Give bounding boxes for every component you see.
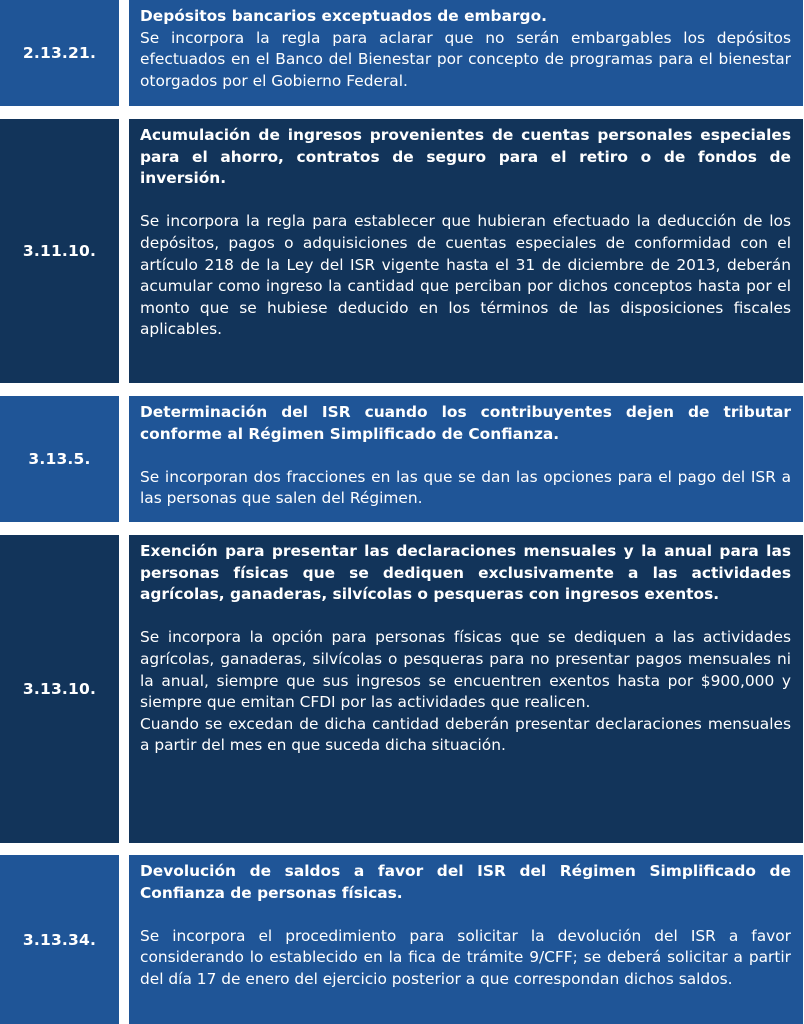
- rule-title: Devolución de saldos a favor del ISR del Régimen Simplificado de Confianza de personas físicas.: [140, 862, 791, 902]
- rule-row: [0, 855, 804, 1024]
- rule-content: [129, 535, 803, 843]
- rule-content: [129, 855, 803, 1024]
- rule-title: Depósitos bancarios exceptuados de embargo.: [140, 7, 547, 25]
- rule-row: [0, 0, 804, 106]
- rule-row: [0, 396, 804, 522]
- rule-description: Cuando se excedan de dicha cantidad deberán presentar declaraciones mensuales a partir del mes en que suceda dicha situación.: [140, 714, 791, 755]
- rule-code: 2.13.21.: [0, 0, 119, 106]
- rule-code: 3.13.5.: [0, 396, 119, 522]
- rule-description: Se incorporan dos fracciones en las que se dan las opciones para el pago del ISR a las personas que salen del Régimen.: [140, 467, 791, 508]
- rule-description: Se incorpora la opción para personas físicas que se dediquen a las actividades agrícolas, ganaderas, silvícolas o pesqueras para no presentar pagos mensuales ni la anual, siempre que sus ingresos se encuentren exentos hasta por $900,000 y siempre que emitan CFDI por las actividades que realicen.: [140, 628, 791, 712]
- rule-row: [0, 535, 804, 843]
- rule-code: 3.13.34.: [0, 855, 119, 1024]
- rule-description: Se incorpora la regla para establecer que hubieran efectuado la deducción de los depósitos, pagos o adquisiciones de cuentas especiales de conformidad con el artículo 218 de la Ley del ISR vigente hasta el 31 de diciembre de 2013, deberán acumular como ingreso la cantidad que perciban por dichos conceptos hasta por el monto que se hubiese deducido en los términos de las disposiciones fiscales aplicables.: [140, 212, 791, 339]
- rule-title: Acumulación de ingresos provenientes de cuentas personales especiales para el ahorro, contratos de seguro para el retiro o de fondos de inversión.: [140, 126, 791, 188]
- rule-content: [129, 119, 803, 383]
- rule-description: Se incorpora la regla para aclarar que no serán embargables los depósitos efectuados en el Banco del Bienestar por concepto de programas para el bienestar otorgados por el Gobierno Federal.: [140, 28, 791, 90]
- rule-title: Determinación del ISR cuando los contribuyentes dejen de tributar conforme al Régimen Simplificado de Confianza.: [140, 403, 791, 443]
- rule-content: [129, 0, 803, 106]
- rule-description: Se incorpora el procedimiento para solicitar la devolución del ISR a favor considerando lo establecido en la fica de trámite 9/CFF; se deberá solicitar a partir del día 17 de enero del ejercicio posterior a que correspondan dichos saldos.: [140, 926, 791, 988]
- rule-title: Exención para presentar las declaraciones mensuales y la anual para las personas físicas que se dediquen exclusivamente a las actividades agrícolas, ganaderas, silvícolas o pesqueras con ingresos exentos.: [140, 542, 791, 604]
- rule-row: [0, 119, 804, 383]
- rule-code: 3.13.10.: [0, 535, 119, 843]
- rule-content: [129, 396, 803, 522]
- rule-code: 3.11.10.: [0, 119, 119, 383]
